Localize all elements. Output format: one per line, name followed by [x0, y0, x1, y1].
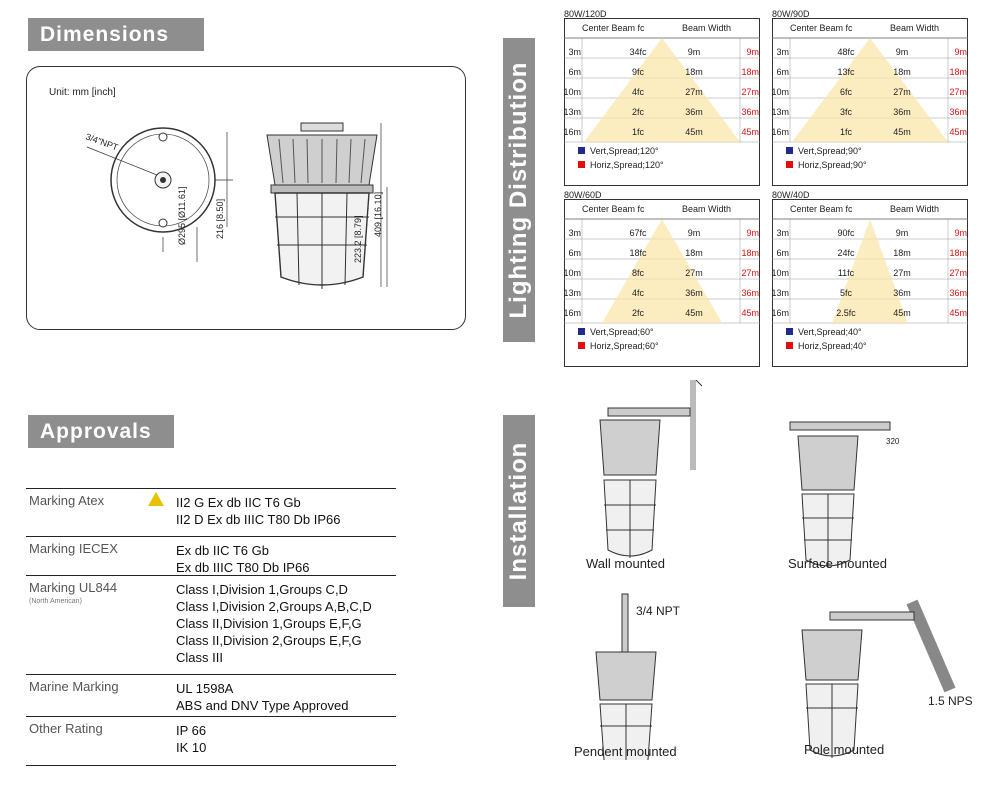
- vert-beam-width: 27m: [893, 87, 911, 97]
- approval-value: Class I,Division 2,Groups A,B,C,D: [176, 599, 372, 614]
- mounting-height: 6m: [776, 67, 789, 77]
- approval-row: [26, 674, 396, 716]
- approval-row: [26, 488, 396, 536]
- approval-values: [176, 576, 396, 666]
- mounting-height: 3m: [776, 228, 789, 238]
- mounting-height: 16m: [563, 308, 581, 318]
- dimensions-drawing-box: [26, 66, 466, 330]
- approval-value: UL 1598A: [176, 681, 234, 696]
- approval-values: [176, 675, 396, 714]
- vert-beam-width: 45m: [685, 308, 703, 318]
- legend-vert: Vert,Spread;120°: [590, 146, 659, 156]
- mounting-height: 16m: [771, 127, 789, 137]
- center-beam-value: 90fc: [837, 228, 855, 238]
- vert-beam-width: 45m: [685, 127, 703, 137]
- horiz-beam-width: 45m: [741, 127, 759, 137]
- column-header-center-beam: Center Beam fc: [582, 23, 645, 33]
- vert-beam-width: 18m: [685, 67, 703, 77]
- center-beam-value: 9fc: [631, 67, 645, 77]
- dimension-drawing: [27, 67, 465, 329]
- pole-note-label: 1.5 NPS: [928, 694, 973, 708]
- horiz-beam-width: 9m: [746, 47, 759, 57]
- mounting-height: 13m: [563, 107, 581, 117]
- mounting-height: 3m: [568, 228, 581, 238]
- approval-values: [176, 537, 396, 576]
- column-header-beam-width: Beam Width: [890, 204, 940, 214]
- pendent-mount-drawing: [596, 594, 656, 760]
- wall-mounted-label: Wall mounted: [586, 556, 665, 571]
- vert-beam-width: 9m: [687, 47, 701, 57]
- center-beam-value: 13fc: [837, 67, 855, 77]
- horiz-beam-width: 27m: [741, 268, 759, 278]
- approval-label: Marking IECEX: [29, 541, 118, 556]
- legend-vert: Vert,Spread;90°: [798, 146, 862, 156]
- h409-value-inch: [16.10]: [373, 191, 383, 220]
- horiz-beam-width: 18m: [741, 67, 759, 77]
- dia-value: Ø295: [177, 222, 187, 245]
- approval-values: [176, 717, 396, 756]
- legend-horiz: Horiz,Spread;90°: [798, 160, 867, 170]
- center-beam-value: 18fc: [629, 248, 647, 258]
- approval-value: II2 G Ex db IIC T6 Gb: [176, 495, 301, 510]
- horiz-beam-width: 9m: [746, 228, 759, 238]
- approvals-table: [26, 488, 396, 766]
- approval-label: Marine Marking: [29, 679, 119, 694]
- approval-value: Ex db IIC T6 Gb: [176, 543, 269, 558]
- center-beam-value: 4fc: [631, 87, 645, 97]
- center-beam-value: 11fc: [837, 268, 855, 278]
- ex-warning-icon: [148, 492, 164, 506]
- center-beam-value: 2fc: [631, 107, 645, 117]
- legend-horiz: Horiz,Spread;60°: [590, 341, 659, 351]
- legend-vert: Vert,Spread;40°: [798, 327, 862, 337]
- column-header-beam-width: Beam Width: [890, 23, 940, 33]
- light-cone: [584, 38, 740, 142]
- horiz-beam-width: 18m: [949, 67, 967, 77]
- mounting-height: 10m: [771, 268, 789, 278]
- approval-label: Marking Atex: [29, 493, 105, 508]
- legend-vert: Vert,Spread;60°: [590, 327, 654, 337]
- legend-swatch: [578, 328, 585, 335]
- horiz-beam-width: 27m: [949, 87, 967, 97]
- mounting-height: 13m: [771, 107, 789, 117]
- approval-row: [26, 536, 396, 575]
- vert-beam-width: 9m: [687, 228, 701, 238]
- h223-label: [353, 215, 363, 263]
- vert-beam-width: 45m: [893, 308, 911, 318]
- column-header-beam-width: Beam Width: [682, 23, 732, 33]
- center-beam-value: 1fc: [631, 127, 645, 137]
- approval-values: [176, 489, 396, 528]
- mounting-height: 16m: [563, 127, 581, 137]
- pole-mounted-label: Pole mounted: [804, 742, 885, 757]
- center-beam-value: 8fc: [631, 268, 645, 278]
- approval-row: [26, 575, 396, 674]
- horiz-beam-width: 45m: [949, 308, 967, 318]
- vert-beam-width: 18m: [685, 248, 703, 258]
- legend-swatch: [786, 147, 793, 154]
- legend-horiz: Horiz,Spread;40°: [798, 341, 867, 351]
- horiz-beam-width: 36m: [949, 288, 967, 298]
- lighting-chart: [771, 9, 968, 186]
- pole-mount-drawing: [802, 602, 950, 758]
- mounting-height: 13m: [563, 288, 581, 298]
- horiz-beam-width: 36m: [741, 288, 759, 298]
- legend-swatch: [578, 147, 585, 154]
- lighting-title: Lighting Distribution: [505, 61, 532, 319]
- center-beam-value: 3fc: [839, 107, 853, 117]
- center-beam-value: 34fc: [629, 47, 647, 57]
- wall-mount-drawing: [600, 380, 702, 558]
- mounting-height: 3m: [776, 47, 789, 57]
- column-header-beam-width: Beam Width: [682, 204, 732, 214]
- horiz-beam-width: 45m: [949, 127, 967, 137]
- center-beam-value: 4fc: [631, 288, 645, 298]
- center-beam-value: 67fc: [629, 228, 647, 238]
- light-cone: [792, 38, 948, 142]
- vert-beam-width: 36m: [893, 107, 911, 117]
- surface-mounted-label: Surface mounted: [788, 556, 888, 571]
- legend-swatch: [578, 342, 585, 349]
- side-view-drawing: [267, 123, 387, 289]
- surface-mount-drawing: [790, 422, 890, 568]
- vert-beam-width: 45m: [893, 127, 911, 137]
- dimensions-title: Dimensions: [40, 23, 170, 46]
- approval-value: Class III: [176, 650, 223, 665]
- mounting-height: 6m: [568, 248, 581, 258]
- horiz-beam-width: 9m: [954, 228, 967, 238]
- horiz-beam-width: 9m: [954, 47, 967, 57]
- dimensions-banner: [28, 18, 204, 51]
- h216-label: [215, 199, 225, 239]
- horiz-beam-width: 45m: [741, 308, 759, 318]
- pendent-note-label: 3/4 NPT: [636, 604, 681, 618]
- vert-beam-width: 9m: [895, 47, 909, 57]
- vert-beam-width: 36m: [685, 107, 703, 117]
- approval-value: II2 D Ex db IIIC T80 Db IP66: [176, 512, 341, 527]
- chart-title: 80W/40D: [772, 190, 810, 200]
- vert-beam-width: 27m: [685, 87, 703, 97]
- vert-beam-width: 36m: [893, 288, 911, 298]
- column-header-center-beam: Center Beam fc: [790, 204, 853, 214]
- approvals-banner: [28, 415, 174, 448]
- vert-beam-width: 36m: [685, 288, 703, 298]
- chart-title: 80W/90D: [772, 9, 810, 19]
- h223-value-inch: [8.79]: [353, 215, 363, 238]
- approval-label: Other Rating: [29, 721, 103, 736]
- vert-beam-width: 9m: [895, 228, 909, 238]
- approval-row: [26, 716, 396, 765]
- dia-value-inch: [Ø11.61]: [177, 186, 187, 221]
- legend-swatch: [786, 342, 793, 349]
- approvals-bottom-rule: [26, 765, 396, 766]
- unit-label: Unit: mm [inch]: [49, 87, 116, 98]
- lighting-chart: [563, 190, 760, 367]
- h409-label: [373, 192, 383, 237]
- dia-label: [177, 187, 187, 245]
- mounting-height: 10m: [771, 87, 789, 97]
- approval-value: Ex db IIIC T80 Db IP66: [176, 560, 310, 575]
- center-beam-value: 2fc: [631, 308, 645, 318]
- horiz-beam-width: 27m: [949, 268, 967, 278]
- vert-beam-width: 27m: [685, 268, 703, 278]
- approval-value: IP 66: [176, 723, 207, 738]
- legend-swatch: [786, 328, 793, 335]
- column-header-center-beam: Center Beam fc: [790, 23, 853, 33]
- horiz-beam-width: 18m: [741, 248, 759, 258]
- approval-value: ABS and DNV Type Approved: [176, 698, 349, 713]
- horiz-beam-width: 36m: [741, 107, 759, 117]
- mounting-height: 6m: [568, 67, 581, 77]
- horiz-beam-width: 36m: [949, 107, 967, 117]
- h216-value-inch: [8.50]: [215, 198, 225, 222]
- approval-label: Marking UL844: [29, 580, 118, 595]
- pendent-mounted-label: Pendent mounted: [574, 744, 677, 759]
- center-beam-value: 2.5fc: [836, 308, 856, 318]
- center-beam-value: 5fc: [839, 288, 853, 298]
- chart-title: 80W/60D: [564, 190, 602, 200]
- approval-value: Class II,Division 2,Groups E,F,G: [176, 633, 362, 648]
- vert-beam-width: 18m: [893, 67, 911, 77]
- lighting-chart: [563, 9, 760, 186]
- mounting-height: 6m: [776, 248, 789, 258]
- legend-swatch: [578, 161, 585, 168]
- chart-title: 80W/120D: [564, 9, 607, 19]
- h223-value: 223.2: [353, 240, 363, 263]
- h409-value: 409: [373, 221, 383, 237]
- mounting-height: 13m: [771, 288, 789, 298]
- legend-horiz: Horiz,Spread;120°: [590, 160, 664, 170]
- horiz-beam-width: 18m: [949, 248, 967, 258]
- mounting-height: 10m: [563, 87, 581, 97]
- surface-dim-label: 320: [886, 437, 900, 446]
- center-beam-value: 48fc: [837, 47, 855, 57]
- h216-value: 216: [215, 223, 225, 239]
- center-beam-value: 6fc: [839, 87, 853, 97]
- light-cone: [602, 219, 722, 323]
- legend-swatch: [786, 161, 793, 168]
- npt-label: 3/4"NPT: [84, 131, 120, 153]
- approval-value: IK 10: [176, 740, 207, 755]
- mounting-height: 10m: [563, 268, 581, 278]
- center-beam-value: 24fc: [837, 248, 855, 258]
- installation-title: Installation: [505, 441, 532, 581]
- approval-sublabel: (North American): [29, 598, 82, 605]
- center-beam-value: 1fc: [839, 127, 853, 137]
- approval-value: Class II,Division 1,Groups E,F,G: [176, 616, 362, 631]
- mounting-height: 16m: [771, 308, 789, 318]
- approval-value: Class I,Division 1,Groups C,D: [176, 582, 348, 597]
- column-header-center-beam: Center Beam fc: [582, 204, 645, 214]
- mounting-height: 3m: [568, 47, 581, 57]
- vert-beam-width: 18m: [893, 248, 911, 258]
- installation-banner: [503, 415, 535, 607]
- lighting-chart: [771, 190, 968, 367]
- approvals-title: Approvals: [40, 420, 152, 443]
- horiz-beam-width: 27m: [741, 87, 759, 97]
- vert-beam-width: 27m: [893, 268, 911, 278]
- lighting-banner: [503, 38, 535, 342]
